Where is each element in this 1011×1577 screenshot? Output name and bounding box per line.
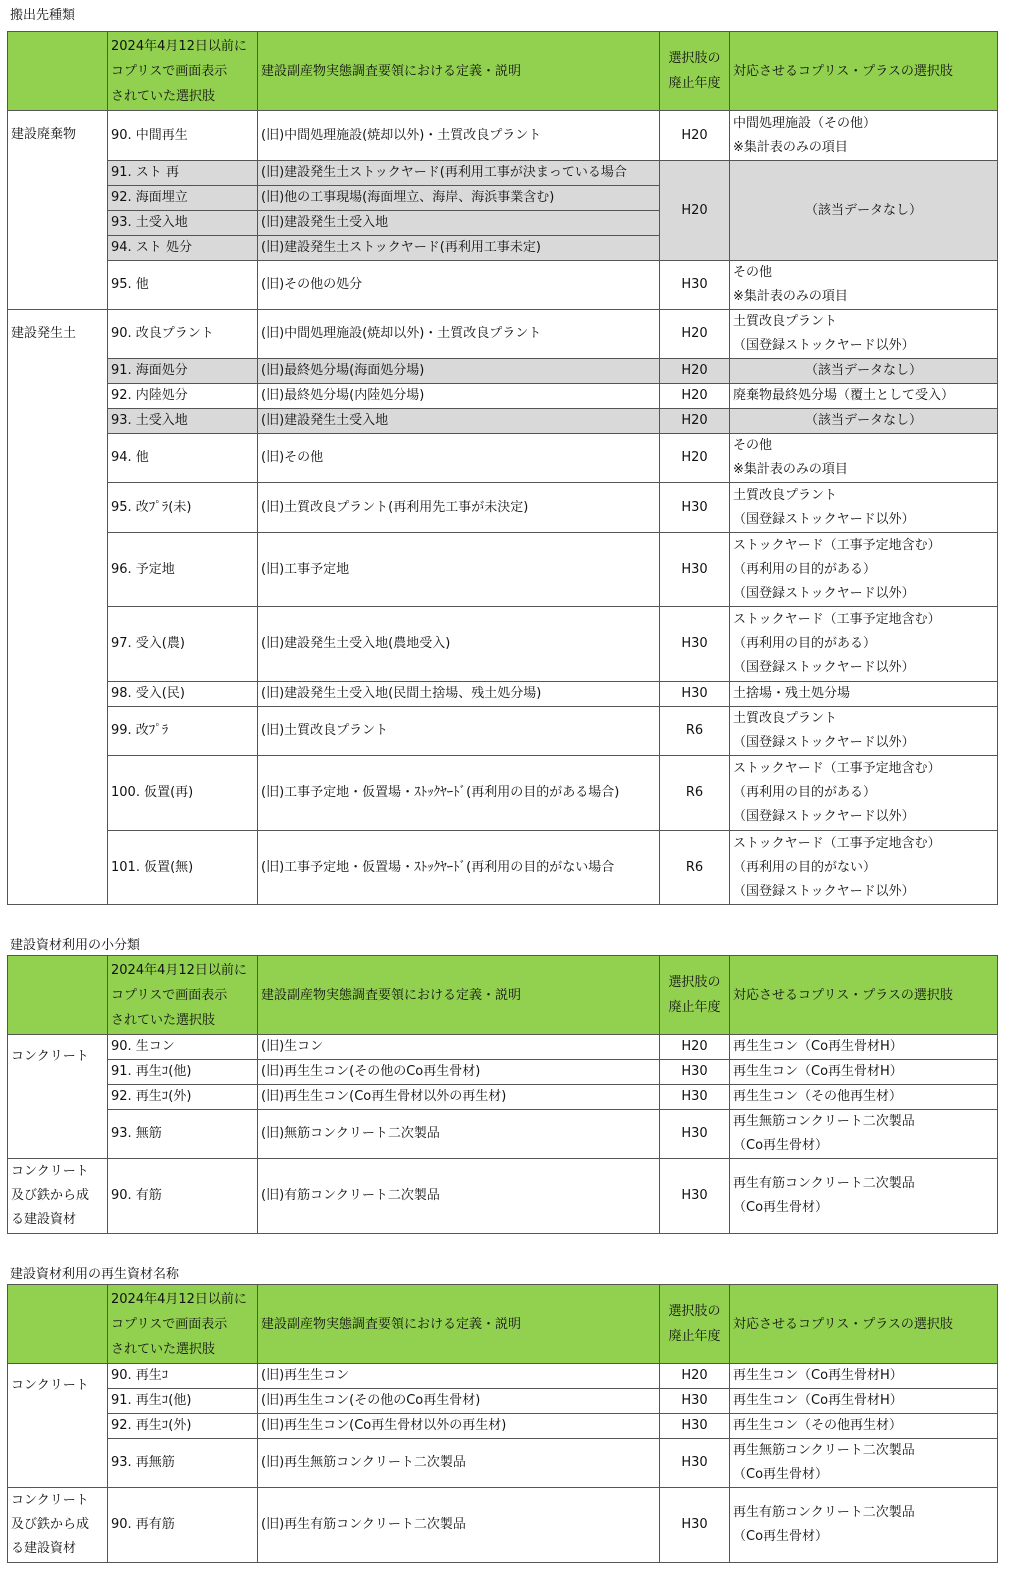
- header-mapping: 対応させるコプリス・プラスの選択肢: [730, 32, 998, 111]
- section1-title: 搬出先種類: [10, 8, 76, 23]
- option-cell: 92. 内陸処分: [108, 384, 258, 409]
- table-row: [8, 384, 998, 409]
- mapping-cell: 再生有筋コンクリート二次製品 （Co再生骨材）: [730, 1159, 998, 1234]
- year-cell: H30: [660, 1488, 730, 1563]
- definition-cell: (旧)他の工事現場(海面埋立、海岸、海浜事業含む): [258, 186, 660, 211]
- option-cell: 93. 無筋: [108, 1110, 258, 1159]
- table-row: [8, 1414, 998, 1439]
- mapping-cell: 再生生コン（Co再生骨材H）: [730, 1364, 998, 1389]
- category-label: 建設廃棄物: [8, 111, 108, 310]
- option-cell: 90. 有筋: [108, 1159, 258, 1234]
- definition-cell: (旧)土質改良プラント(再利用先工事が未決定): [258, 483, 660, 533]
- definition-cell: (旧)中間処理施設(焼却以外)・土質改良プラント: [258, 310, 660, 359]
- year-cell: H30: [660, 1439, 730, 1488]
- definition-cell: (旧)再生有筋コンクリート二次製品: [258, 1488, 660, 1563]
- table-row: [8, 1439, 998, 1488]
- table-row: [8, 1060, 998, 1085]
- table-row: [8, 1085, 998, 1110]
- year-cell: H30: [660, 261, 730, 310]
- year-cell: H30: [660, 1110, 730, 1159]
- table-row: [8, 359, 998, 384]
- definition-cell: (旧)工事予定地・仮置場・ｽﾄｯｸﾔｰﾄﾞ(再利用の目的がある場合): [258, 756, 660, 831]
- table-row: [8, 1364, 998, 1389]
- option-cell: 99. 改ﾌﾟﾗ: [108, 707, 258, 756]
- definition-cell: (旧)中間処理施設(焼却以外)・土質改良プラント: [258, 111, 660, 161]
- definition-cell: (旧)建設発生土受入地(民間土捨場、残土処分場): [258, 682, 660, 707]
- year-cell: H30: [660, 1159, 730, 1234]
- option-cell: 90. 再生ｺ: [108, 1364, 258, 1389]
- option-cell: 94. 他: [108, 434, 258, 483]
- table-row: [8, 831, 998, 905]
- header-blank: [8, 1285, 108, 1364]
- mapping-cell: （該当データなし）: [730, 359, 998, 384]
- table-row: [8, 111, 998, 161]
- mapping-cell: （該当データなし）: [730, 161, 998, 261]
- year-cell: H20: [660, 161, 730, 261]
- option-cell: 91. 海面処分: [108, 359, 258, 384]
- mapping-cell: （該当データなし）: [730, 409, 998, 434]
- section3-title: 建設資材利用の再生資材名称: [10, 1267, 180, 1282]
- year-cell: H30: [660, 1085, 730, 1110]
- year-cell: H30: [660, 1389, 730, 1414]
- table-row: [8, 682, 998, 707]
- category-label: コンクリート 及び鉄から成 る建設資材: [8, 1488, 108, 1563]
- category-label: コンクリート: [8, 1364, 108, 1488]
- mapping-cell: 再生有筋コンクリート二次製品 （Co再生骨材）: [730, 1488, 998, 1563]
- year-cell: H30: [660, 1414, 730, 1439]
- year-cell: H20: [660, 310, 730, 359]
- year-cell: H20: [660, 1035, 730, 1060]
- mapping-cell: 再生無筋コンクリート二次製品 （Co再生骨材）: [730, 1439, 998, 1488]
- mapping-cell: 土質改良プラント （国登録ストックヤード以外）: [730, 707, 998, 756]
- section1-table: [7, 31, 998, 905]
- header-blank: [8, 32, 108, 111]
- mapping-cell: 土質改良プラント （国登録ストックヤード以外）: [730, 483, 998, 533]
- year-cell: R6: [660, 756, 730, 831]
- option-cell: 100. 仮置(再): [108, 756, 258, 831]
- year-cell: H30: [660, 1060, 730, 1085]
- definition-cell: (旧)再生生コン(Co再生骨材以外の再生材): [258, 1414, 660, 1439]
- table-row: [8, 409, 998, 434]
- option-cell: 92. 再生ｺ(外): [108, 1414, 258, 1439]
- table-row: [8, 533, 998, 607]
- definition-cell: (旧)工事予定地: [258, 533, 660, 607]
- option-cell: 90. 再有筋: [108, 1488, 258, 1563]
- mapping-cell: 再生生コン（その他再生材）: [730, 1414, 998, 1439]
- table-row: [8, 261, 998, 310]
- table-row: [8, 161, 998, 186]
- year-cell: H30: [660, 483, 730, 533]
- definition-cell: (旧)建設発生土ストックヤード(再利用工事が決まっている場合: [258, 161, 660, 186]
- category-label: コンクリート: [8, 1035, 108, 1159]
- category-label: 建設発生土: [8, 310, 108, 905]
- option-cell: 92. 再生ｺ(外): [108, 1085, 258, 1110]
- table-row: [8, 1159, 998, 1234]
- header-blank: [8, 956, 108, 1035]
- header-definition: 建設副産物実態調査要領における定義・説明: [258, 32, 660, 111]
- option-cell: 90. 改良プラント: [108, 310, 258, 359]
- option-cell: 91. スト 再: [108, 161, 258, 186]
- table-row: [8, 607, 998, 682]
- mapping-cell: ストックヤード（工事予定地含む） （再利用の目的がある） （国登録ストックヤード以外）: [730, 533, 998, 607]
- option-cell: 95. 他: [108, 261, 258, 310]
- mapping-cell: 土捨場・残土処分場: [730, 682, 998, 707]
- year-cell: R6: [660, 831, 730, 905]
- table-row: [8, 1389, 998, 1414]
- year-cell: H20: [660, 384, 730, 409]
- section3-table: [7, 1284, 998, 1563]
- definition-cell: (旧)建設発生土受入地(農地受入): [258, 607, 660, 682]
- definition-cell: (旧)最終処分場(内陸処分場): [258, 384, 660, 409]
- header-row: [8, 1285, 998, 1364]
- definition-cell: (旧)再生無筋コンクリート二次製品: [258, 1439, 660, 1488]
- definition-cell: (旧)建設発生土ストックヤード(再利用工事未定): [258, 236, 660, 261]
- option-cell: 91. 再生ｺ(他): [108, 1389, 258, 1414]
- definition-cell: (旧)最終処分場(海面処分場): [258, 359, 660, 384]
- mapping-cell: 廃棄物最終処分場（覆土として受入）: [730, 384, 998, 409]
- definition-cell: (旧)再生生コン(Co再生骨材以外の再生材): [258, 1085, 660, 1110]
- category-label: コンクリート 及び鉄から成 る建設資材: [8, 1159, 108, 1234]
- header-old-options: 2024年4月12日以前に コプリスで画面表示 されていた選択肢: [108, 956, 258, 1035]
- year-cell: H20: [660, 409, 730, 434]
- table-row: [8, 483, 998, 533]
- option-cell: 94. スト 処分: [108, 236, 258, 261]
- year-cell: H20: [660, 434, 730, 483]
- mapping-cell: その他 ※集計表のみの項目: [730, 434, 998, 483]
- mapping-cell: 再生無筋コンクリート二次製品 （Co再生骨材）: [730, 1110, 998, 1159]
- table-row: [8, 1110, 998, 1159]
- mapping-cell: ストックヤード（工事予定地含む） （再利用の目的がない） （国登録ストックヤード以外）: [730, 831, 998, 905]
- mapping-cell: ストックヤード（工事予定地含む） （再利用の目的がある） （国登録ストックヤード以外）: [730, 756, 998, 831]
- definition-cell: (旧)建設発生土受入地: [258, 211, 660, 236]
- header-mapping: 対応させるコプリス・プラスの選択肢: [730, 1285, 998, 1364]
- option-cell: 93. 土受入地: [108, 409, 258, 434]
- definition-cell: (旧)再生生コン(その他のCo再生骨材): [258, 1389, 660, 1414]
- definition-cell: (旧)再生生コン: [258, 1364, 660, 1389]
- table-row: [8, 756, 998, 831]
- option-cell: 98. 受入(民): [108, 682, 258, 707]
- header-row: [8, 956, 998, 1035]
- mapping-cell: ストックヤード（工事予定地含む） （再利用の目的がある） （国登録ストックヤード以外）: [730, 607, 998, 682]
- option-cell: 101. 仮置(無): [108, 831, 258, 905]
- header-definition: 建設副産物実態調査要領における定義・説明: [258, 956, 660, 1035]
- year-cell: H20: [660, 1364, 730, 1389]
- option-cell: 93. 土受入地: [108, 211, 258, 236]
- section2-title: 建設資材利用の小分類: [10, 938, 141, 953]
- section2-table: [7, 955, 998, 1234]
- header-year: 選択肢の 廃止年度: [660, 32, 730, 111]
- mapping-cell: 土質改良プラント （国登録ストックヤード以外）: [730, 310, 998, 359]
- year-cell: R6: [660, 707, 730, 756]
- definition-cell: (旧)再生生コン(その他のCo再生骨材): [258, 1060, 660, 1085]
- table-row: [8, 1035, 998, 1060]
- year-cell: H30: [660, 533, 730, 607]
- header-definition: 建設副産物実態調査要領における定義・説明: [258, 1285, 660, 1364]
- table-row: [8, 1488, 998, 1563]
- definition-cell: (旧)その他: [258, 434, 660, 483]
- option-cell: 97. 受入(農): [108, 607, 258, 682]
- header-mapping: 対応させるコプリス・プラスの選択肢: [730, 956, 998, 1035]
- definition-cell: (旧)建設発生土受入地: [258, 409, 660, 434]
- definition-cell: (旧)工事予定地・仮置場・ｽﾄｯｸﾔｰﾄﾞ(再利用の目的がない場合: [258, 831, 660, 905]
- year-cell: H20: [660, 359, 730, 384]
- table-row: [8, 707, 998, 756]
- definition-cell: (旧)無筋コンクリート二次製品: [258, 1110, 660, 1159]
- mapping-cell: 再生生コン（Co再生骨材H）: [730, 1060, 998, 1085]
- mapping-cell: 再生生コン（その他再生材）: [730, 1085, 998, 1110]
- option-cell: 90. 中間再生: [108, 111, 258, 161]
- option-cell: 92. 海面埋立: [108, 186, 258, 211]
- option-cell: 96. 予定地: [108, 533, 258, 607]
- option-cell: 90. 生コン: [108, 1035, 258, 1060]
- option-cell: 93. 再無筋: [108, 1439, 258, 1488]
- mapping-cell: 再生生コン（Co再生骨材H）: [730, 1389, 998, 1414]
- table-row: [8, 310, 998, 359]
- mapping-cell: 中間処理施設（その他） ※集計表のみの項目: [730, 111, 998, 161]
- header-old-options: 2024年4月12日以前に コプリスで画面表示 されていた選択肢: [108, 32, 258, 111]
- option-cell: 91. 再生ｺ(他): [108, 1060, 258, 1085]
- header-old-options: 2024年4月12日以前に コプリスで画面表示 されていた選択肢: [108, 1285, 258, 1364]
- year-cell: H30: [660, 682, 730, 707]
- table-row: [8, 434, 998, 483]
- definition-cell: (旧)その他の処分: [258, 261, 660, 310]
- definition-cell: (旧)有筋コンクリート二次製品: [258, 1159, 660, 1234]
- header-year: 選択肢の 廃止年度: [660, 956, 730, 1035]
- option-cell: 95. 改ﾌﾟﾗ(未): [108, 483, 258, 533]
- definition-cell: (旧)生コン: [258, 1035, 660, 1060]
- mapping-cell: その他 ※集計表のみの項目: [730, 261, 998, 310]
- header-year: 選択肢の 廃止年度: [660, 1285, 730, 1364]
- mapping-cell: 再生生コン（Co再生骨材H）: [730, 1035, 998, 1060]
- year-cell: H30: [660, 607, 730, 682]
- definition-cell: (旧)土質改良プラント: [258, 707, 660, 756]
- header-row: [8, 32, 998, 111]
- year-cell: H20: [660, 111, 730, 161]
